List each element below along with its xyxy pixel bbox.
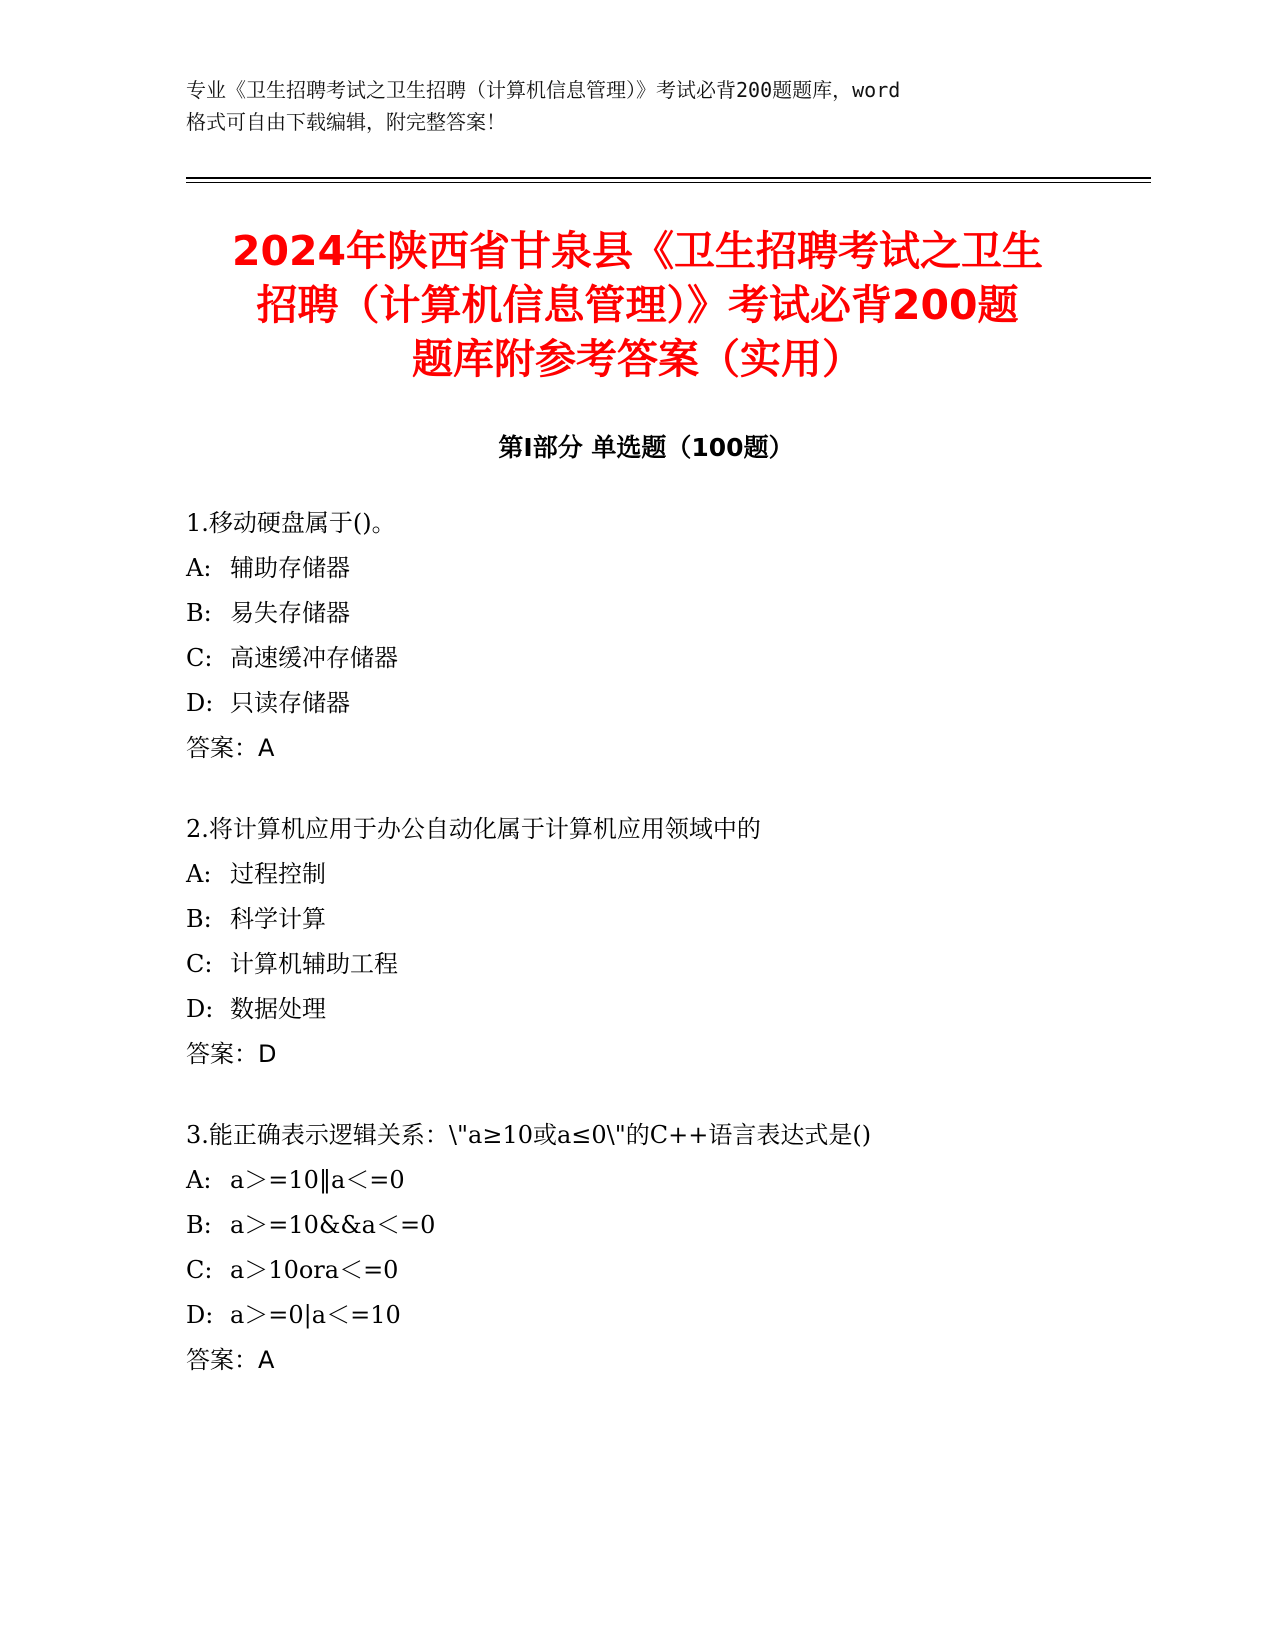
option-d: [186, 681, 1106, 726]
option-text: 计算机辅助工程: [230, 950, 398, 978]
option-c: [186, 942, 1106, 987]
option-label: B:: [186, 599, 212, 627]
option-label: C:: [186, 644, 213, 672]
option-text: a＞10ora＜=0: [230, 1256, 399, 1284]
header-note-line-1: 专业《卫生招聘考试之卫生招聘（计算机信息管理）》考试必背200题题库，word: [186, 78, 901, 102]
option-text: 易失存储器: [230, 599, 350, 627]
answer-line: 答案：A: [186, 734, 275, 762]
option-label: B:: [186, 1211, 212, 1239]
section-heading: 第Ⅰ部分 单选题（100题）: [498, 433, 794, 462]
option-text: a＞=10‖a＜=0: [230, 1166, 405, 1194]
document-title: [150, 224, 1125, 386]
option-c: [186, 1248, 1106, 1293]
option-text: 过程控制: [230, 860, 326, 888]
option-label: D:: [186, 1301, 214, 1329]
option-text: a＞=10&&a＜=0: [230, 1211, 436, 1239]
option-text: 科学计算: [230, 905, 326, 933]
option-text: 辅助存储器: [230, 554, 350, 582]
answer-line: 答案：D: [186, 1040, 277, 1068]
option-b: [186, 591, 1106, 636]
option-text: a＞=0|a＜=10: [230, 1301, 401, 1329]
option-c: [186, 636, 1106, 681]
header-note-line-2: 格式可自由下载编辑，附完整答案！: [186, 110, 506, 134]
answer-line: 答案：A: [186, 1346, 275, 1374]
header-rule-thick: [186, 177, 1151, 179]
option-text: 只读存储器: [230, 689, 350, 717]
option-label: D:: [186, 689, 214, 717]
question-stem: 1.移动硬盘属于()。: [186, 509, 396, 537]
header-rule-thin: [186, 182, 1151, 183]
option-a: [186, 1158, 1106, 1203]
option-label: B:: [186, 905, 212, 933]
document-title-line-3: 题库附参考答案（实用）: [412, 335, 863, 383]
document-title-line-2: 招聘（计算机信息管理）》考试必背200题: [256, 281, 1019, 329]
document-title-line-1: 2024年陕西省甘泉县《卫生招聘考试之卫生: [231, 227, 1044, 275]
question-3: [186, 1113, 1106, 1383]
option-d: [186, 1293, 1106, 1338]
option-label: A:: [186, 860, 212, 888]
option-label: A:: [186, 1166, 212, 1194]
option-a: [186, 546, 1106, 591]
option-label: C:: [186, 950, 213, 978]
option-text: 数据处理: [230, 995, 326, 1023]
option-label: A:: [186, 554, 212, 582]
question-stem: 2.将计算机应用于办公自动化属于计算机应用领域中的: [186, 815, 761, 843]
header-note: [186, 74, 1106, 138]
option-label: D:: [186, 995, 214, 1023]
option-d: [186, 987, 1106, 1032]
option-b: [186, 897, 1106, 942]
option-text: 高速缓冲存储器: [230, 644, 398, 672]
option-label: C:: [186, 1256, 213, 1284]
question-stem: 3.能正确表示逻辑关系：\"a≥10或a≤0\"的C++语言表达式是(): [186, 1121, 872, 1149]
question-1: [186, 501, 1106, 771]
option-a: [186, 852, 1106, 897]
option-b: [186, 1203, 1106, 1248]
question-2: [186, 807, 1106, 1077]
